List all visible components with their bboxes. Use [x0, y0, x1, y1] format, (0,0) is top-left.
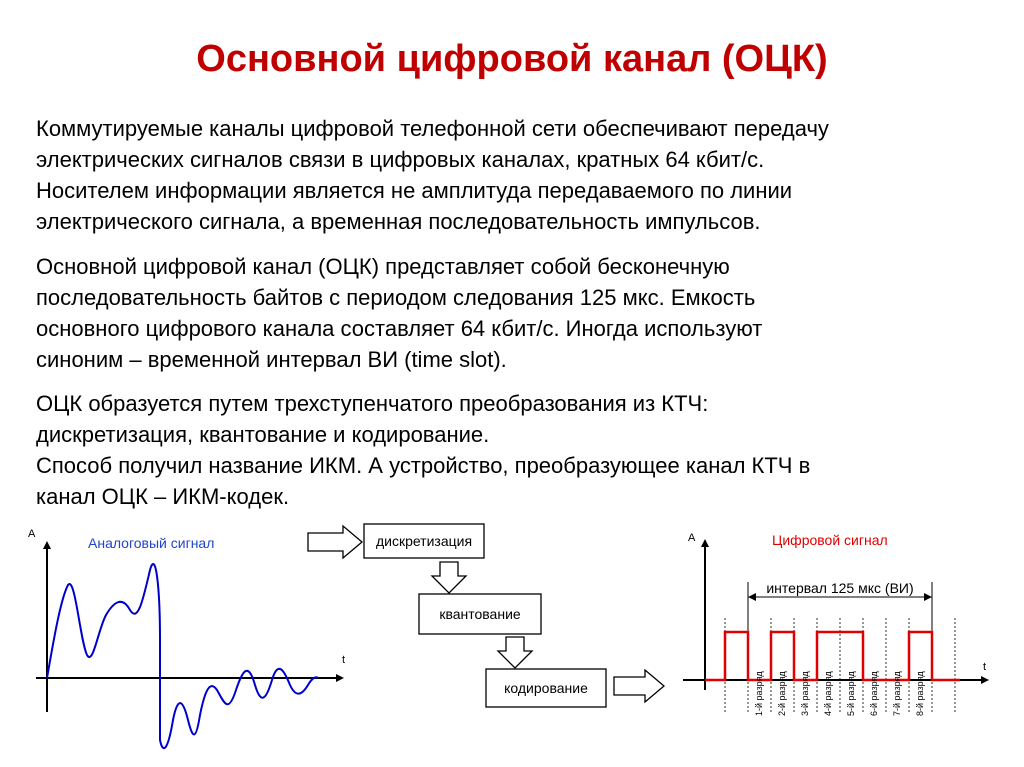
- text-line: Носителем информации является не амплитуда передаваемого по линии: [36, 178, 793, 203]
- text-line: электрического сигнала, а временная последовательность импульсов.: [36, 209, 761, 234]
- step-label-quantization: квантование: [439, 606, 521, 622]
- interval-label: интервал 125 мкс (ВИ): [766, 580, 914, 596]
- text-line: синоним – временной интервал ВИ (time slot).: [36, 347, 507, 372]
- interval-arrow-right: [924, 593, 932, 601]
- digital-y-label: A: [688, 532, 696, 544]
- text-line: электрических сигналов связи в цифровых каналах, кратных 64 кбит/с.: [36, 147, 765, 172]
- down-arrow-1: [432, 562, 466, 593]
- process-flow: [308, 524, 664, 707]
- analog-title: Аналоговый сигнал: [88, 535, 215, 551]
- text-line: ОЦК образуется путем трехступенчатого преобразования из КТЧ:: [36, 391, 709, 416]
- bit-label: 7-й разряд: [892, 671, 902, 716]
- bit-labels: [754, 671, 925, 716]
- analog-y-label: A: [28, 528, 36, 540]
- text-line: дискретизация, квантование и кодирование.: [36, 422, 490, 447]
- digital-plot: [683, 532, 986, 716]
- step-label-discretization: дискретизация: [375, 533, 473, 549]
- down-arrow-2: [498, 637, 532, 668]
- text-line: Коммутируемые каналы цифровой телефонной сети обеспечивают передачу: [36, 116, 829, 141]
- analog-plot: [28, 528, 345, 748]
- text-line: канал ОЦК – ИКМ-кодек.: [36, 484, 290, 509]
- text-line: последовательность байтов с периодом следования 125 мкс. Емкость: [36, 285, 756, 310]
- text-line: Основной цифровой канал (ОЦК) представляет собой бесконечную: [36, 254, 730, 279]
- step-label-coding: кодирование: [504, 680, 588, 696]
- input-arrow: [308, 526, 362, 558]
- text-line: основного цифрового канала составляет 64 кбит/с. Иногда используют: [36, 316, 763, 341]
- bit-label: 8-й разряд: [915, 671, 925, 716]
- page-title: Основной цифровой канал (ОЦК): [196, 38, 828, 80]
- interval-arrow-left: [748, 593, 756, 601]
- bit-label: 2-й разряд: [777, 671, 787, 716]
- bit-label: 4-й разряд: [823, 671, 833, 716]
- bit-label: 6-й разряд: [869, 671, 879, 716]
- text-line: Способ получил название ИКМ. А устройство, преобразующее канал КТЧ в: [36, 453, 811, 478]
- analog-signal-curve: [47, 564, 318, 748]
- output-arrow: [614, 670, 664, 702]
- digital-title: Цифровой сигнал: [772, 532, 888, 548]
- bit-label: 1-й разряд: [754, 671, 764, 716]
- bit-label: 5-й разряд: [846, 671, 856, 716]
- analog-x-label: t: [342, 654, 346, 666]
- digital-x-label: t: [983, 661, 987, 673]
- bit-label: 3-й разряд: [800, 671, 810, 716]
